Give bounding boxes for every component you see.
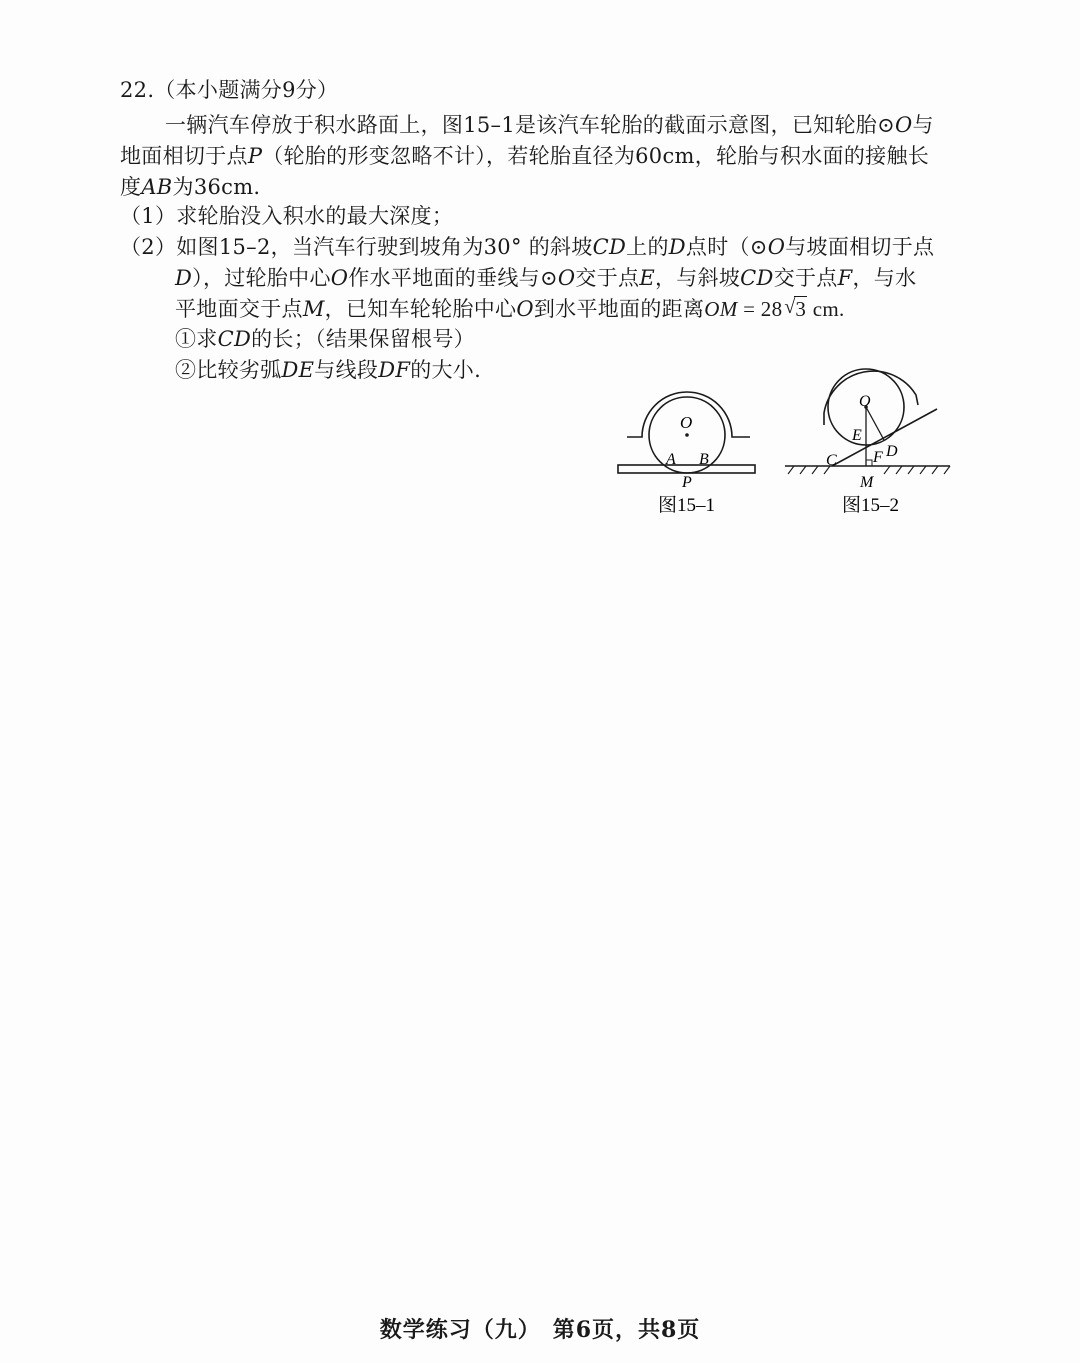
question-2-line-1: （2）如图15–2，当汽车行驶到坡角为30° 的斜坡CD上的D点时（⊙O与坡面相切于点 xyxy=(120,235,935,259)
slope-line xyxy=(832,409,937,466)
label-C: C xyxy=(826,452,837,469)
right-angle-mark xyxy=(866,460,872,466)
segment-OD xyxy=(866,407,884,440)
question-2-line-2: D），过轮胎中心O作水平地面的垂线与⊙O交于点E，与斜坡CD交于点F，与水 xyxy=(175,266,917,290)
label-D: D xyxy=(886,443,898,460)
figure-15-2 xyxy=(780,365,955,520)
question-2-sub-1: ①求CD的长；（结果保留根号） xyxy=(175,327,475,351)
figure-15-1 xyxy=(600,385,770,520)
center-point xyxy=(685,433,689,437)
question-2-sub-2: ②比较劣弧DE与线段DF的大小. xyxy=(175,358,482,382)
label-E: E xyxy=(852,427,862,444)
problem-heading: 22.（本小题满分9分） xyxy=(120,78,339,102)
label-P: P xyxy=(682,474,692,491)
label-M: M xyxy=(860,474,874,491)
label-O: O xyxy=(859,393,871,410)
intro-line-3: 度AB为36cm. xyxy=(120,175,261,199)
label-B: B xyxy=(699,451,709,468)
intro-line-1: 一辆汽车停放于积水路面上，图15–1是该汽车轮胎的截面示意图，已知轮胎⊙O与 xyxy=(165,113,934,137)
label-F: F xyxy=(873,449,883,466)
label-O: O xyxy=(680,413,693,432)
question-2-line-3: 平地面交于点M，已知车轮轮胎中心O到水平地面的距离OM = 28 √ 3 cm. xyxy=(175,294,845,324)
sqrt-expression: √ 3 xyxy=(784,296,807,321)
intro-line-2: 地面相切于点P（轮胎的形变忽略不计），若轮胎直径为60cm，轮胎与积水面的接触长 xyxy=(120,144,930,168)
water-surface xyxy=(618,465,755,473)
question-1: （1）求轮胎没入积水的最大深度； xyxy=(120,204,454,228)
ground-hatching xyxy=(788,466,950,474)
caption-fig-15-1: 图15–1 xyxy=(658,495,716,516)
page-footer: 数学练习（九） 第6页，共8页 xyxy=(379,1317,701,1343)
label-A: A xyxy=(666,451,676,468)
caption-fig-15-2: 图15–2 xyxy=(842,495,900,516)
